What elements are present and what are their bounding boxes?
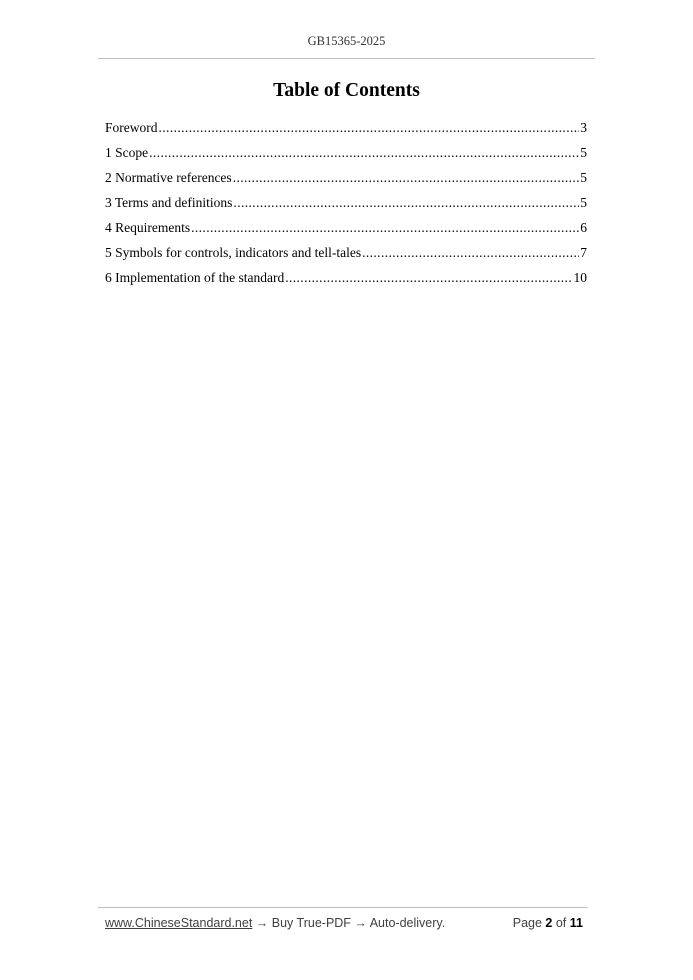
toc-entry-label: 5 Symbols for controls, indicators and tell-tales [105, 245, 362, 260]
toc-entry-foreword[interactable] [105, 119, 587, 144]
site-link[interactable]: www.ChineseStandard.net [105, 916, 253, 930]
toc-entry-page: 3 [580, 120, 587, 135]
toc-dot-leader [233, 169, 580, 186]
toc-entry-page: 5 [580, 170, 587, 185]
toc-entry-label: Foreword [105, 120, 158, 135]
toc-entry-scope[interactable] [105, 144, 587, 169]
toc-entry-implementation[interactable] [105, 269, 587, 294]
page-total: 11 [569, 916, 583, 930]
toc-dot-leader [362, 244, 579, 261]
toc-entry-page: 5 [580, 145, 587, 160]
toc-entry-terms-definitions[interactable] [105, 194, 587, 219]
footer-promo [105, 916, 445, 930]
page-footer [105, 916, 583, 930]
toc-entry-requirements[interactable] [105, 219, 587, 244]
toc-entry-label: 6 Implementation of the standard [105, 270, 285, 285]
toc-entry-label: 2 Normative references [105, 170, 232, 185]
toc-entry-page: 10 [573, 270, 587, 285]
page-current: 2 [545, 916, 553, 930]
toc-entry-label: 3 Terms and definitions [105, 195, 233, 210]
toc-title: Table of Contents [273, 80, 420, 101]
toc-list [105, 119, 587, 294]
page-indicator [513, 916, 583, 930]
toc-dot-leader [191, 219, 579, 236]
toc-entry-label: 4 Requirements [105, 220, 191, 235]
toc-entry-page: 7 [580, 245, 587, 260]
toc-entry-page: 5 [580, 195, 587, 210]
document-code-header: GB15365-2025 [307, 34, 386, 48]
toc-dot-leader [285, 269, 572, 286]
header-divider [98, 58, 595, 59]
toc-dot-leader [149, 144, 579, 161]
toc-entry-page: 6 [580, 220, 587, 235]
footer-divider [98, 907, 588, 908]
toc-dot-leader [159, 119, 580, 136]
page-of: of [555, 916, 567, 930]
promo-text: → Buy True-PDF → Auto-delivery. [252, 916, 446, 930]
toc-entry-label: 1 Scope [105, 145, 149, 160]
page-label: Page [512, 916, 542, 930]
toc-dot-leader [233, 194, 579, 211]
toc-entry-normative-references[interactable] [105, 169, 587, 194]
toc-entry-symbols[interactable] [105, 244, 587, 269]
